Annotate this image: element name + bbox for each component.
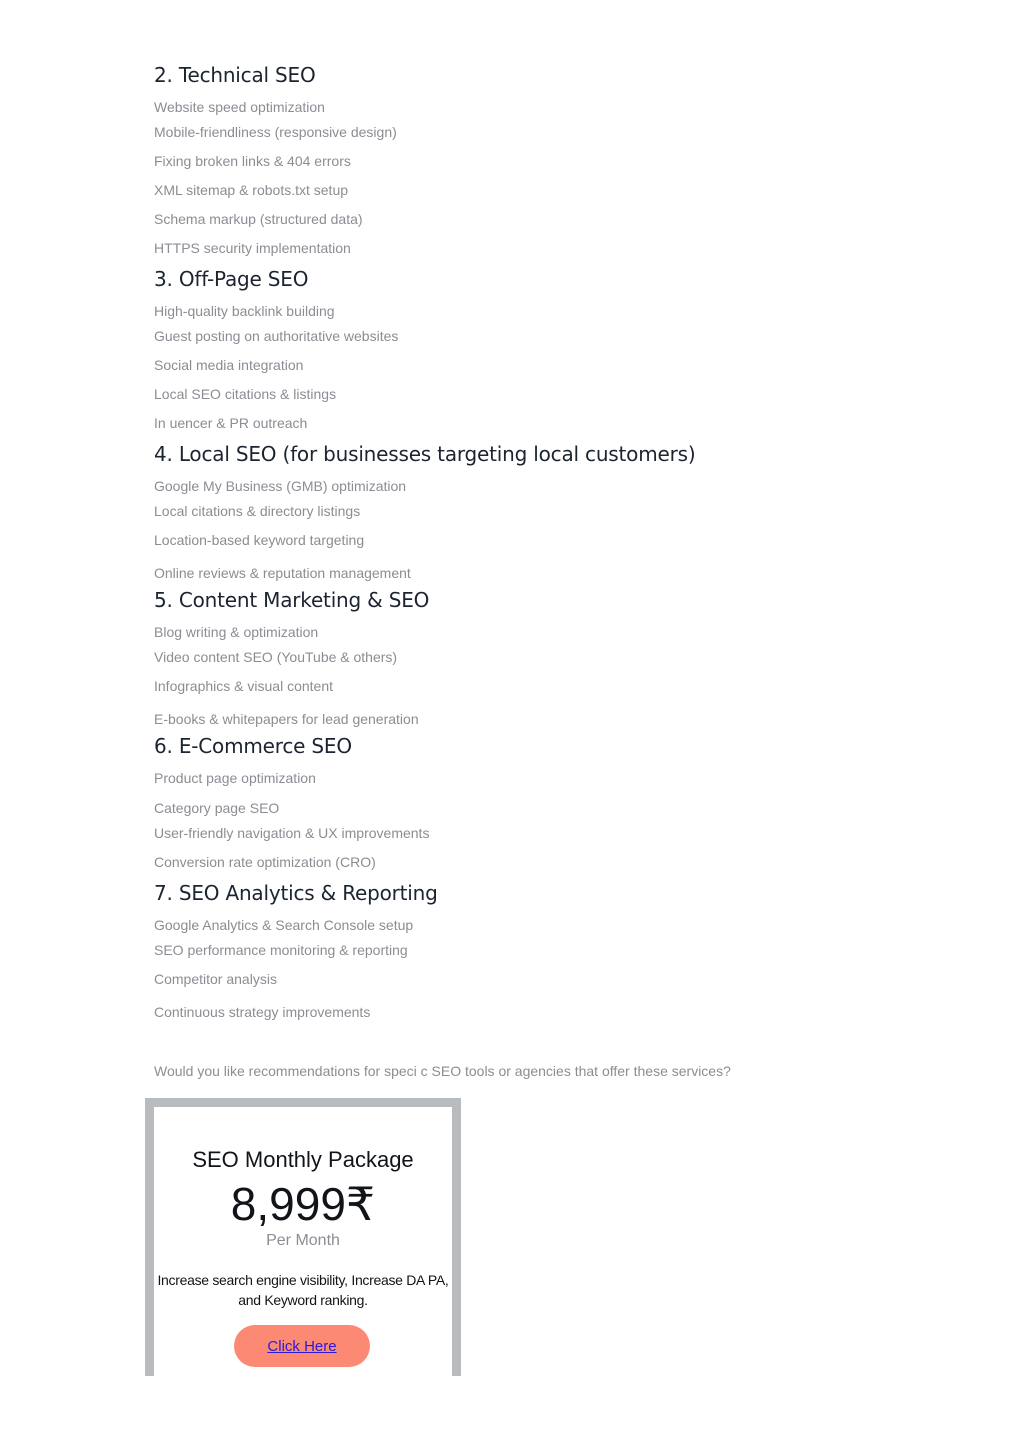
list-item: Guest posting on authoritative websites — [154, 328, 399, 344]
click-here-link[interactable]: Click Here — [267, 1337, 337, 1355]
section-title-ecommerce-seo: 6. E-Commerce SEO — [154, 734, 352, 758]
list-item: Social media integration — [154, 357, 304, 373]
list-item: Fixing broken links & 404 errors — [154, 153, 351, 169]
list-item: SEO performance monitoring & reporting — [154, 942, 408, 958]
list-item: Google My Business (GMB) optimization — [154, 478, 407, 494]
list-item: Blog writing & optimization — [154, 624, 319, 640]
list-item: XML sitemap & robots.txt setup — [154, 182, 349, 198]
list-item: Local SEO citations & listings — [154, 386, 337, 402]
section-title-technical-seo: 2. Technical SEO — [154, 63, 316, 87]
section-title-off-page-seo: 3. Off-Page SEO — [154, 267, 309, 291]
package-description — [152, 1270, 454, 1310]
package-title: SEO Monthly Package — [192, 1147, 414, 1172]
list-item: Schema markup (structured data) — [154, 211, 363, 227]
click-here-button[interactable] — [234, 1325, 370, 1367]
list-item: E-books & whitepapers for lead generation — [154, 711, 419, 727]
list-item: Mobile-friendliness (responsive design) — [154, 124, 397, 140]
list-item: Local citations & directory listings — [154, 503, 361, 519]
section-title-seo-analytics: 7. SEO Analytics & Reporting — [154, 881, 438, 905]
list-item: Product page optimization — [154, 770, 316, 786]
package-description-line: Increase search engine visibility, Increase DA PA, — [157, 1272, 449, 1288]
package-period: Per Month — [266, 1232, 340, 1249]
package-price: 8,999₹ — [230, 1178, 376, 1230]
list-item: Google Analytics & Search Console setup — [154, 917, 414, 933]
list-item: In uencer & PR outreach — [154, 415, 308, 431]
closing-question: Would you like recommendations for speci c SEO tools or agencies that offer these services? — [154, 1063, 731, 1079]
list-item: Continuous strategy improvements — [154, 1004, 371, 1020]
package-description-line: and Keyword ranking. — [238, 1292, 368, 1308]
list-item: Conversion rate optimization (CRO) — [154, 854, 376, 870]
list-item: Website speed optimization — [154, 99, 325, 115]
list-item: Online reviews & reputation management — [154, 565, 411, 581]
list-item: Infographics & visual content — [154, 678, 333, 694]
list-item: User-friendly navigation & UX improvements — [154, 825, 430, 841]
list-item: Category page SEO — [154, 800, 280, 816]
list-item: High-quality backlink building — [154, 303, 335, 319]
pricing-card — [145, 1098, 461, 1376]
list-item: Location-based keyword targeting — [154, 532, 365, 548]
list-item: Video content SEO (YouTube & others) — [154, 649, 398, 665]
list-item: HTTPS security implementation — [154, 240, 351, 256]
list-item: Competitor analysis — [154, 971, 277, 987]
section-title-local-seo: 4. Local SEO (for businesses targeting local customers) — [154, 442, 696, 466]
section-title-content-marketing: 5. Content Marketing & SEO — [154, 588, 430, 612]
